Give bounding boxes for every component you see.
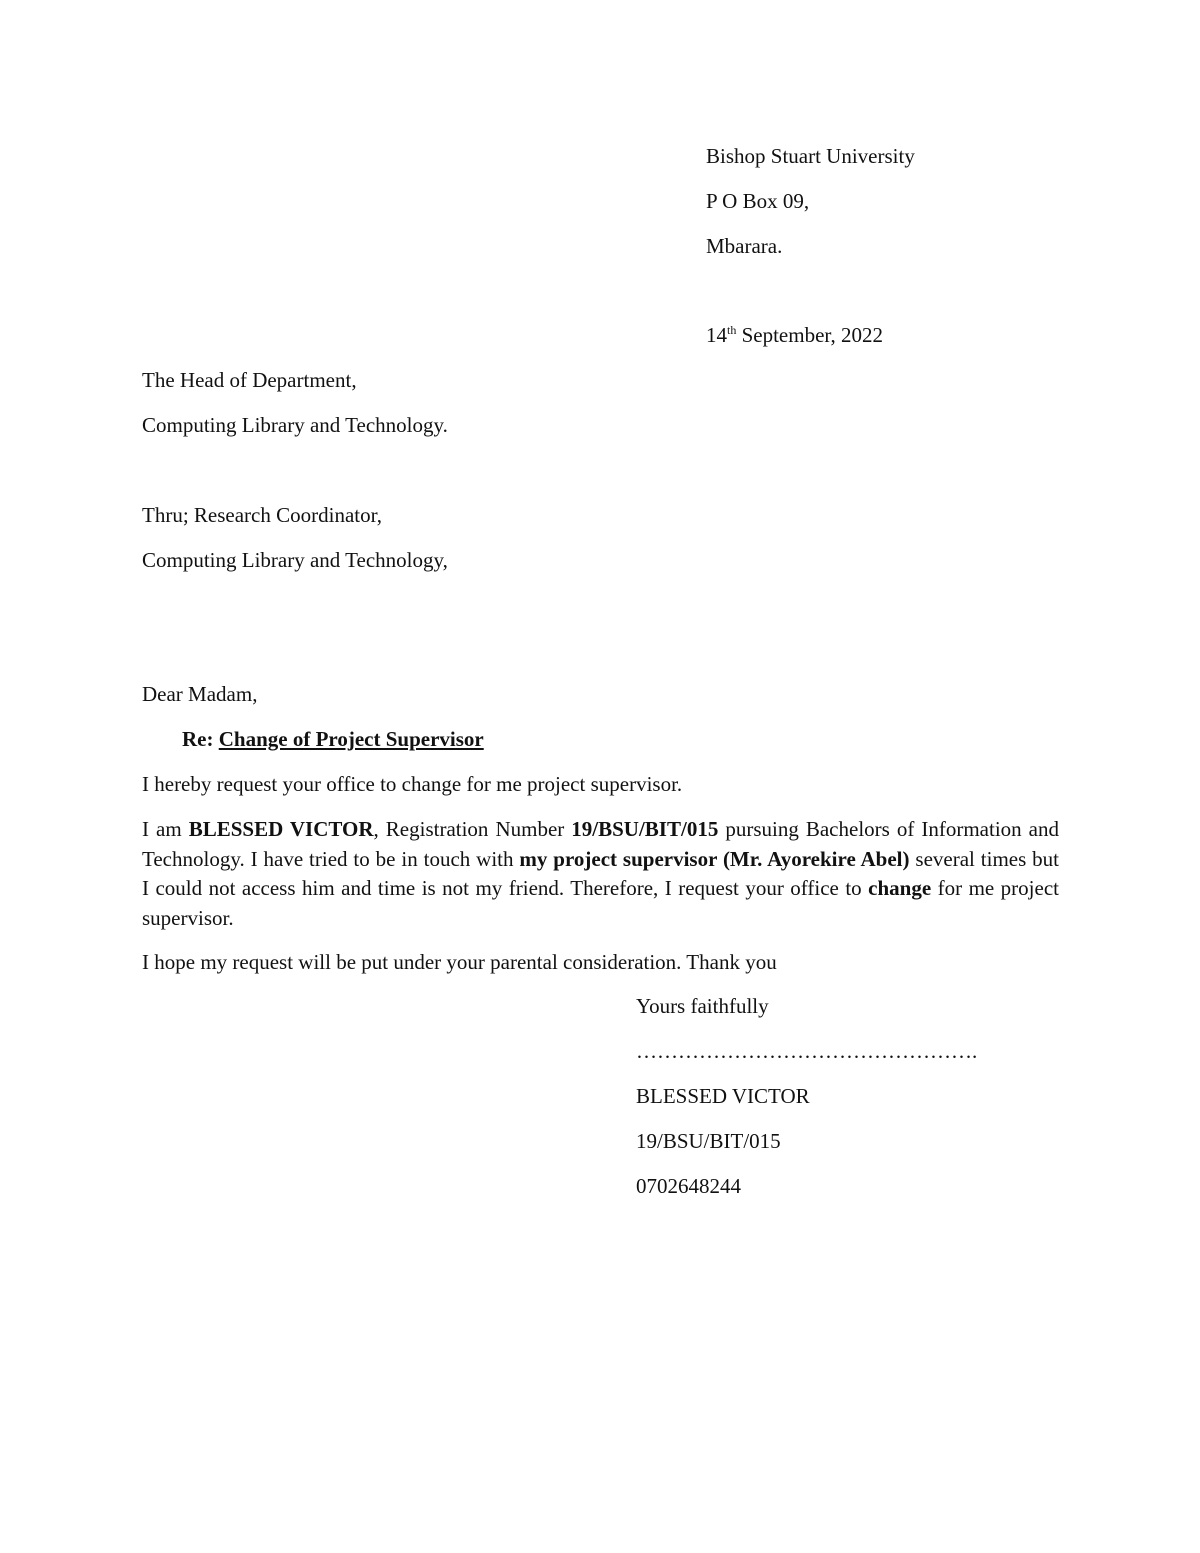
sender-po-box: P O Box 09, (706, 189, 810, 213)
signatory-phone: 0702648244 (636, 1174, 741, 1198)
through-title: Thru; Research Coordinator, (142, 503, 383, 527)
student-name-bold: BLESSED VICTOR (188, 817, 374, 841)
change-bold: change (868, 876, 932, 900)
date-suffix: th (727, 323, 737, 337)
para2-text-2: , Registration Number (373, 817, 572, 841)
para2-text-3: pursuing Bachelors of Information and Technology. I have tried to be in touch with (142, 817, 1059, 871)
para2-text-4: several times but I could not access him and time is not my friend. Therefore, I request your office to (142, 846, 1059, 900)
recipient-title: The Head of Department, (142, 368, 357, 392)
letter-date (706, 322, 883, 348)
sender-city: Mbarara. (706, 234, 783, 258)
signatory-reg-number: 19/BSU/BIT/015 (636, 1129, 781, 1153)
body-paragraph-3: I hope my request will be put under your parental consideration. Thank you (142, 950, 777, 974)
signatory-name: BLESSED VICTOR (636, 1084, 810, 1108)
recipient-department: Computing Library and Technology. (142, 413, 448, 437)
supervisor-bold: my project supervisor (Mr. Ayorekire Abel) (519, 846, 910, 871)
subject-text: Change of Project Supervisor (218, 727, 484, 751)
sign-off: Yours faithfully (636, 994, 769, 1018)
subject-line (182, 726, 484, 752)
para2-text-1: I am (142, 817, 189, 841)
date-rest: September, 2022 (736, 323, 884, 347)
through-department: Computing Library and Technology, (142, 548, 448, 572)
body-paragraph-1: I hereby request your office to change for me project supervisor. (142, 772, 683, 796)
para2-text-5: for me project supervisor. (142, 876, 1059, 930)
date-day: 14 (706, 323, 727, 347)
signature-line: …………………………………………. (636, 1039, 978, 1063)
reg-number-bold: 19/BSU/BIT/015 (571, 817, 719, 841)
body-paragraph-2 (142, 815, 1059, 933)
salutation: Dear Madam, (142, 682, 258, 706)
sender-university: Bishop Stuart University (706, 144, 915, 168)
subject-label: Re: (182, 727, 219, 751)
